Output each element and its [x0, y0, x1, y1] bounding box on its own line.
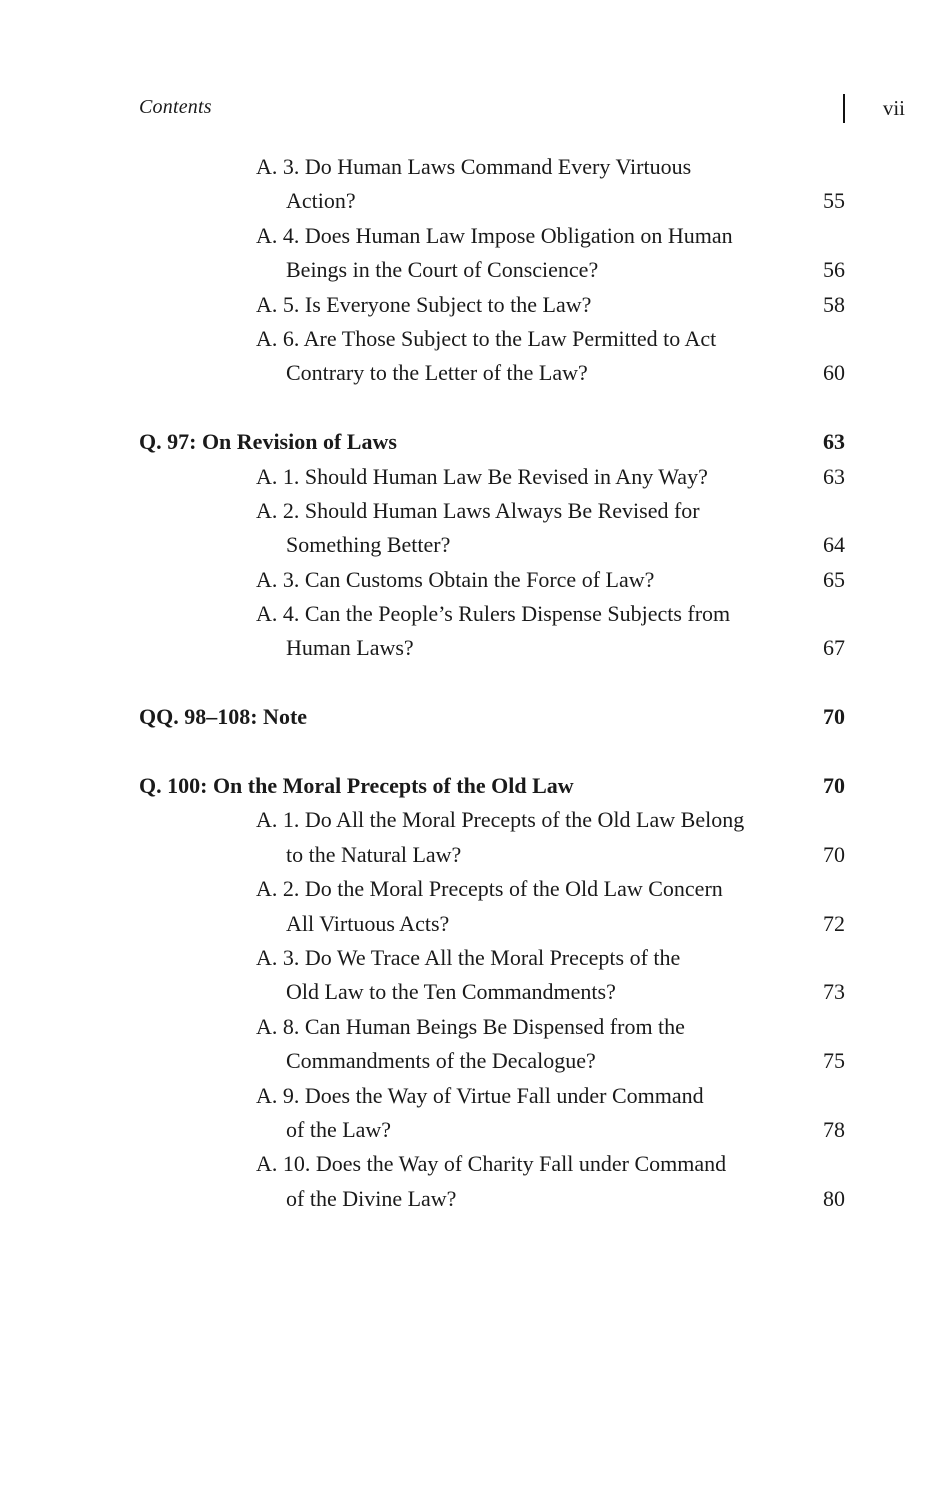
toc-page-number: 58	[823, 291, 845, 317]
toc-article-continuation[interactable]	[139, 253, 845, 287]
toc-entry-title: A. 8. Can Human Beings Be Dispensed from the	[256, 1013, 685, 1039]
toc-page-number: 73	[823, 979, 845, 1005]
toc-article-entry[interactable]	[139, 1010, 845, 1044]
toc-entry-title: Old Law to the Ten Commandments?	[286, 979, 616, 1005]
toc-article-entry[interactable]	[139, 1079, 845, 1113]
toc-article-continuation[interactable]	[139, 184, 845, 218]
toc-page-number: 78	[823, 1116, 845, 1142]
toc-entry-title: A. 2. Should Human Laws Always Be Revised for	[256, 497, 700, 523]
toc-page-number: 56	[823, 257, 845, 283]
toc-article-continuation[interactable]	[139, 907, 845, 941]
toc-article-entry[interactable]	[139, 288, 845, 322]
toc-article-continuation[interactable]	[139, 975, 845, 1009]
toc-article-entry[interactable]	[139, 597, 845, 631]
toc-page-number: 80	[823, 1185, 845, 1211]
section-spacer	[139, 735, 845, 769]
toc-page-number: 75	[823, 1048, 845, 1074]
toc-entry-title: to the Natural Law?	[286, 841, 462, 867]
toc-page-number: 64	[823, 532, 845, 558]
toc-entry-title: A. 1. Should Human Law Be Revised in Any Way?	[256, 463, 708, 489]
toc-page-number: 65	[823, 566, 845, 592]
toc-article-entry[interactable]	[139, 803, 845, 837]
toc-article-entry[interactable]	[139, 219, 845, 253]
toc-article-continuation[interactable]	[139, 631, 845, 665]
toc-page-number: 70	[823, 773, 845, 799]
toc-article-entry[interactable]	[139, 150, 845, 184]
toc-article-entry[interactable]	[139, 941, 845, 975]
toc-entry-title: Q. 97: On Revision of Laws	[139, 429, 397, 455]
toc-page-number: 60	[823, 360, 845, 386]
toc-question-heading[interactable]	[139, 769, 845, 803]
toc-article-entry[interactable]	[139, 872, 845, 906]
toc-entry-title: A. 3. Do We Trace All the Moral Precepts of the	[256, 944, 681, 970]
toc-question-heading[interactable]	[139, 700, 845, 734]
toc-article-continuation[interactable]	[139, 1113, 845, 1147]
toc-entry-title: Q. 100: On the Moral Precepts of the Old Law	[139, 773, 574, 799]
toc-entry-title: A. 3. Can Customs Obtain the Force of Law?	[256, 566, 655, 592]
toc-entry-title: Contrary to the Letter of the Law?	[286, 360, 588, 386]
toc-article-entry[interactable]	[139, 563, 845, 597]
toc-entry-title: All Virtuous Acts?	[286, 910, 450, 936]
toc-article-entry[interactable]	[139, 1147, 845, 1181]
toc-article-entry[interactable]	[139, 494, 845, 528]
toc-page-number: 72	[823, 910, 845, 936]
table-of-contents	[139, 150, 845, 1216]
page-number: vii	[882, 96, 905, 120]
toc-entry-title: Commandments of the Decalogue?	[286, 1048, 596, 1074]
toc-entry-title: QQ. 98–108: Note	[139, 704, 308, 730]
toc-page-number: 67	[823, 635, 845, 661]
toc-question-heading[interactable]	[139, 425, 845, 459]
toc-page-number: 70	[823, 704, 845, 730]
toc-article-continuation[interactable]	[139, 1182, 845, 1216]
running-head	[139, 94, 905, 126]
toc-article-continuation[interactable]	[139, 528, 845, 562]
toc-article-continuation[interactable]	[139, 356, 845, 390]
toc-entry-title: of the Law?	[286, 1116, 392, 1142]
toc-entry-title: of the Divine Law?	[286, 1185, 457, 1211]
toc-entry-title: A. 2. Do the Moral Precepts of the Old Law Concern	[256, 876, 723, 902]
toc-entry-title: Something Better?	[286, 532, 451, 558]
toc-entry-title: Beings in the Court of Conscience?	[286, 257, 599, 283]
toc-page-number: 63	[823, 429, 845, 455]
toc-article-continuation[interactable]	[139, 1044, 845, 1078]
toc-entry-title: Human Laws?	[286, 635, 414, 661]
toc-entry-title: A. 6. Are Those Subject to the Law Permitted to Act	[256, 325, 717, 351]
toc-entry-title: A. 1. Do All the Moral Precepts of the Old Law Belong	[256, 807, 745, 833]
toc-page-number: 70	[823, 841, 845, 867]
toc-article-entry[interactable]	[139, 322, 845, 356]
toc-entry-title: A. 3. Do Human Laws Command Every Virtuous	[256, 154, 692, 179]
section-spacer	[139, 666, 845, 700]
toc-entry-title: A. 9. Does the Way of Virtue Fall under Command	[256, 1082, 704, 1108]
toc-entry-title: A. 4. Does Human Law Impose Obligation on Human	[256, 222, 733, 248]
running-head-title: Contents	[139, 96, 212, 118]
toc-entry-title: Action?	[286, 188, 356, 214]
toc-page-number: 55	[823, 188, 845, 214]
toc-article-continuation[interactable]	[139, 838, 845, 872]
toc-article-entry[interactable]	[139, 460, 845, 494]
toc-entry-title: A. 5. Is Everyone Subject to the Law?	[256, 291, 592, 317]
toc-entry-title: A. 4. Can the People’s Rulers Dispense Subjects from	[256, 601, 731, 627]
running-head-rule	[843, 94, 845, 123]
toc-page-number: 63	[823, 463, 845, 489]
section-spacer	[139, 391, 845, 425]
toc-entry-title: A. 10. Does the Way of Charity Fall under Command	[256, 1151, 727, 1177]
